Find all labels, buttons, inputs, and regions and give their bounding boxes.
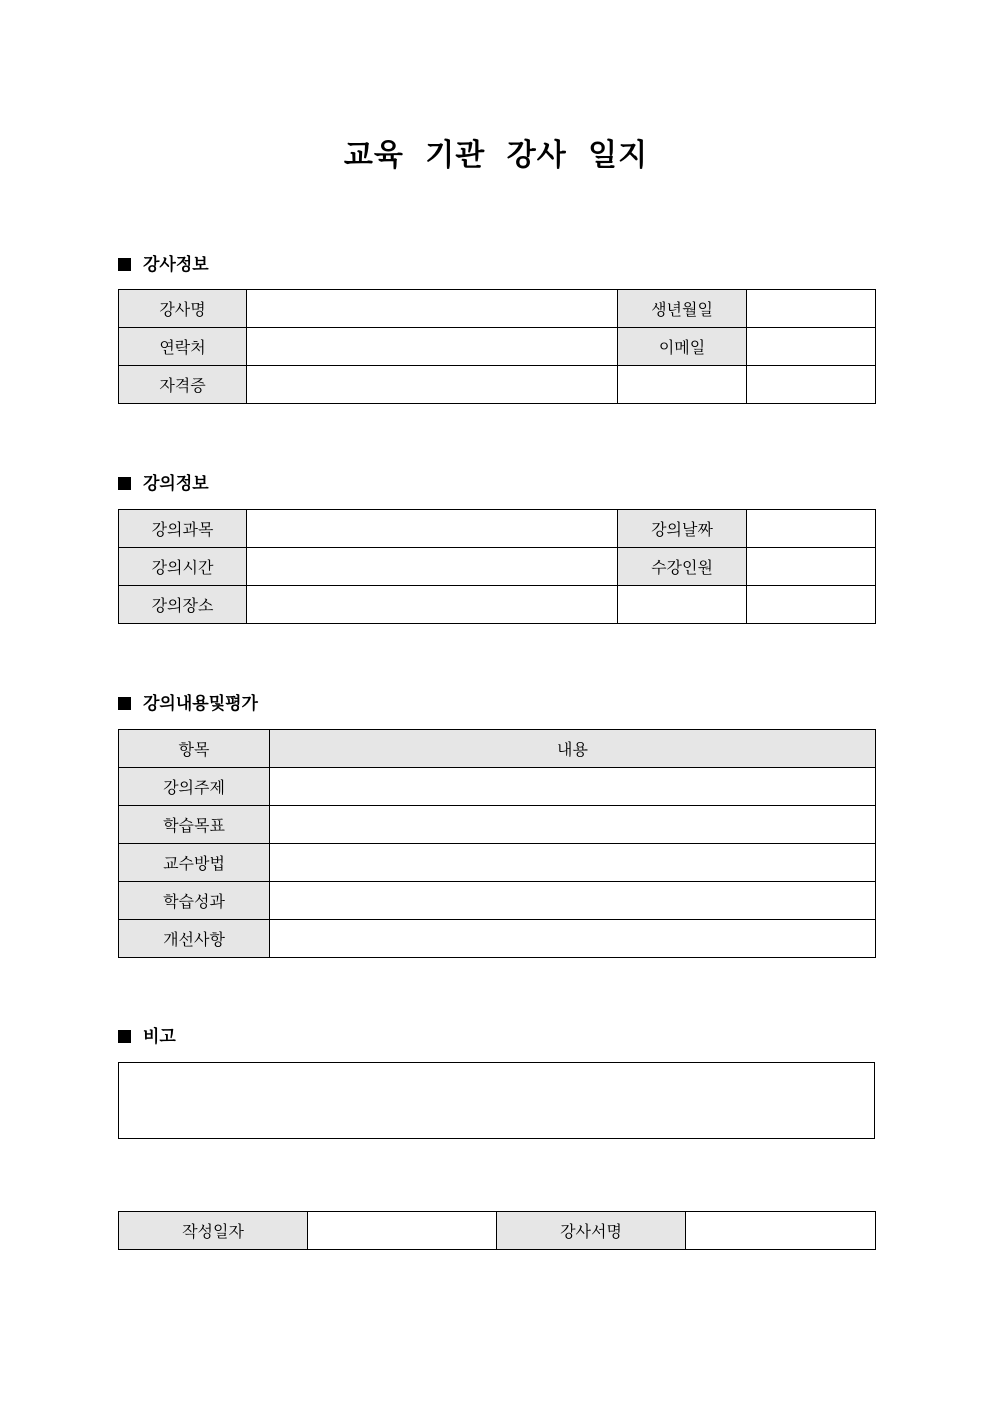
table-row bbox=[119, 290, 876, 328]
learning-goal-field[interactable] bbox=[270, 806, 876, 844]
remarks-section-title: 비고 bbox=[143, 1027, 176, 1047]
lecture-section-heading bbox=[118, 471, 209, 497]
lecture-location-field[interactable] bbox=[247, 586, 618, 624]
field-label: 자격증 bbox=[119, 366, 247, 404]
remarks-field[interactable] bbox=[118, 1062, 875, 1139]
table-row bbox=[119, 882, 876, 920]
table-row bbox=[119, 806, 876, 844]
lecture-subject-field[interactable] bbox=[247, 510, 618, 548]
lecture-date-field[interactable] bbox=[747, 510, 876, 548]
table-row bbox=[119, 328, 876, 366]
square-bullet-icon bbox=[118, 1030, 131, 1043]
field-label: 생년월일 bbox=[618, 290, 747, 328]
blank-cell[interactable] bbox=[618, 586, 747, 624]
evaluation-section-title: 강의내용및평가 bbox=[143, 694, 258, 714]
email-field[interactable] bbox=[747, 328, 876, 366]
table-row bbox=[119, 548, 876, 586]
field-label: 수강인원 bbox=[618, 548, 747, 586]
row-label: 학습성과 bbox=[119, 882, 270, 920]
field-label: 강의시간 bbox=[119, 548, 247, 586]
column-header-item: 항목 bbox=[119, 730, 270, 768]
lecture-time-field[interactable] bbox=[247, 548, 618, 586]
table-row bbox=[119, 768, 876, 806]
teaching-method-field[interactable] bbox=[270, 844, 876, 882]
field-label: 이메일 bbox=[618, 328, 747, 366]
attendee-count-field[interactable] bbox=[747, 548, 876, 586]
signature-table bbox=[118, 1211, 876, 1250]
table-row bbox=[119, 844, 876, 882]
blank-cell[interactable] bbox=[747, 366, 876, 404]
square-bullet-icon bbox=[118, 697, 131, 710]
instructor-name-field[interactable] bbox=[247, 290, 618, 328]
learning-outcome-field[interactable] bbox=[270, 882, 876, 920]
evaluation-table bbox=[118, 729, 876, 958]
lecture-section-title: 강의정보 bbox=[143, 474, 209, 494]
square-bullet-icon bbox=[118, 477, 131, 490]
row-label: 강의주제 bbox=[119, 768, 270, 806]
instructor-section-title: 강사정보 bbox=[143, 255, 209, 275]
row-label: 학습목표 bbox=[119, 806, 270, 844]
table-row bbox=[119, 920, 876, 958]
instructor-info-table bbox=[118, 289, 876, 404]
date-field[interactable] bbox=[308, 1212, 497, 1250]
improvement-field[interactable] bbox=[270, 920, 876, 958]
lecture-info-table bbox=[118, 509, 876, 624]
field-label: 강의날짜 bbox=[618, 510, 747, 548]
field-label: 강의과목 bbox=[119, 510, 247, 548]
field-label: 강의장소 bbox=[119, 586, 247, 624]
remarks-section-heading bbox=[118, 1024, 176, 1050]
blank-cell[interactable] bbox=[618, 366, 747, 404]
evaluation-section-heading bbox=[118, 691, 258, 717]
contact-field[interactable] bbox=[247, 328, 618, 366]
table-row bbox=[119, 1212, 876, 1250]
birthdate-field[interactable] bbox=[747, 290, 876, 328]
date-label: 작성일자 bbox=[119, 1212, 308, 1250]
signature-field[interactable] bbox=[686, 1212, 876, 1250]
page-title: 교육 기관 강사 일지 bbox=[343, 138, 649, 173]
row-label: 개선사항 bbox=[119, 920, 270, 958]
table-row bbox=[119, 510, 876, 548]
signature-label: 강사서명 bbox=[497, 1212, 686, 1250]
table-row bbox=[119, 366, 876, 404]
instructor-section-heading bbox=[118, 252, 209, 278]
blank-cell[interactable] bbox=[747, 586, 876, 624]
row-label: 교수방법 bbox=[119, 844, 270, 882]
table-header-row bbox=[119, 730, 876, 768]
lecture-topic-field[interactable] bbox=[270, 768, 876, 806]
field-label: 연락처 bbox=[119, 328, 247, 366]
table-row bbox=[119, 586, 876, 624]
field-label: 강사명 bbox=[119, 290, 247, 328]
column-header-content: 내용 bbox=[270, 730, 876, 768]
square-bullet-icon bbox=[118, 258, 131, 271]
certificate-field[interactable] bbox=[247, 366, 618, 404]
